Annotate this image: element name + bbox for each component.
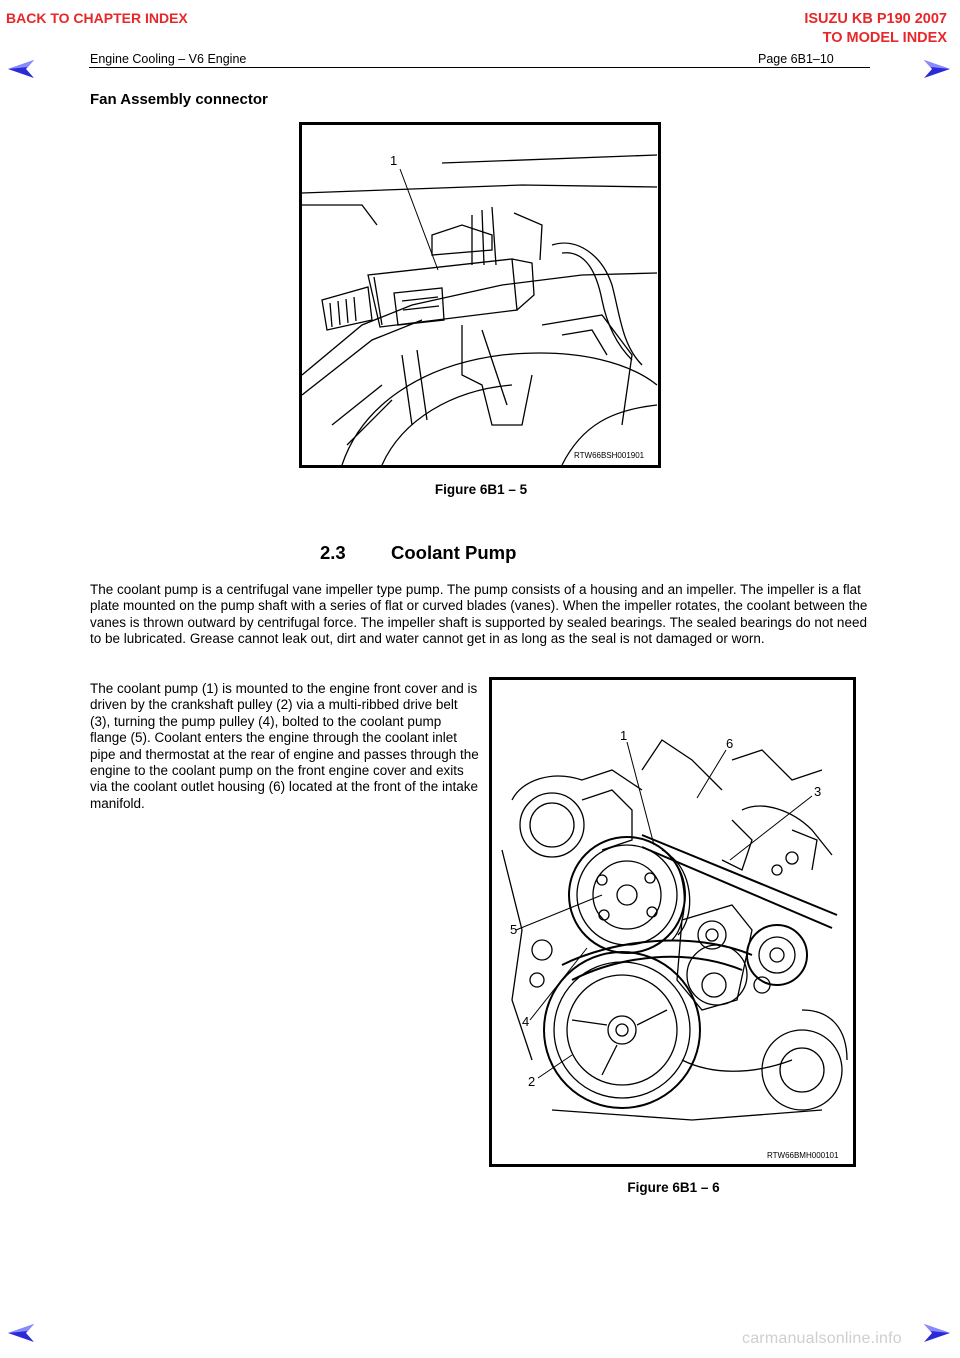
header-rule: [89, 67, 870, 68]
prev-page-arrow-icon[interactable]: [6, 1322, 36, 1344]
paragraph-pump-description: The coolant pump is a centrifugal vane impeller type pump. The pump consists of a housing and an impeller. The impeller is a flat plate mounted on the pump shaft with a series of flat or curved blades (vanes). When the impeller rotates, the coolant between the vanes is thrown outward by centrifugal force. The impeller shaft is supported by sealed bearings. The sealed bearings do not need to be lubricated. Grease cannot leak out, dirt and water cannot get in as long as the seal is not damaged or worn.: [90, 582, 868, 647]
back-to-chapter-index-link[interactable]: BACK TO CHAPTER INDEX: [6, 10, 188, 26]
figure-caption: Figure 6B1 – 6: [627, 1180, 720, 1195]
callout-1: 1: [390, 153, 398, 168]
to-model-index-label: TO MODEL INDEX: [822, 30, 947, 46]
paragraph-pump-location: The coolant pump (1) is mounted to the engine front cover and is driven by the crankshaft pulley (2) via a multi-ribbed drive belt (3), turning the pump pulley (4), bolted to the coolant pump flange (5). Coolant enters the engine through the coolant inlet pipe and thermostat at the rear of engine and passes through the engine to the coolant pump on the front engine cover and exits via the coolant outlet housing (6) located at the front of the intake manifold.: [90, 681, 479, 811]
watermark-text: carmanualsonline.info: [742, 1330, 902, 1347]
subsection-title: Coolant Pump: [391, 542, 517, 563]
callout-6: 6: [726, 736, 734, 751]
figure-code: RTW66BMH000101: [767, 1151, 839, 1160]
coolant-pump-illustration: [492, 680, 853, 1164]
next-page-arrow-icon[interactable]: [922, 58, 952, 80]
model-name: ISUZU KB P190 2007: [804, 11, 947, 27]
figure-code: RTW66BSH001901: [574, 451, 645, 460]
callout-1: 1: [620, 728, 628, 743]
subsection-heading: [320, 542, 516, 564]
running-header-title: Engine Cooling – V6 Engine: [90, 52, 247, 66]
callout-2: 2: [528, 1074, 536, 1089]
next-page-arrow-icon[interactable]: [922, 1322, 952, 1344]
section-title: Fan Assembly connector: [90, 91, 268, 108]
figure-fan-connector: [299, 122, 661, 468]
fan-connector-illustration: [302, 125, 658, 465]
callout-3: 3: [814, 784, 822, 799]
figure-caption: Figure 6B1 – 5: [434, 482, 528, 497]
subsection-number: 2.3: [320, 542, 346, 563]
callout-4: 4: [522, 1014, 530, 1029]
page-number: Page 6B1–10: [758, 52, 834, 66]
figure-coolant-pump: [489, 677, 856, 1167]
model-index-link[interactable]: [804, 10, 947, 48]
callout-5: 5: [510, 922, 518, 937]
prev-page-arrow-icon[interactable]: [6, 58, 36, 80]
